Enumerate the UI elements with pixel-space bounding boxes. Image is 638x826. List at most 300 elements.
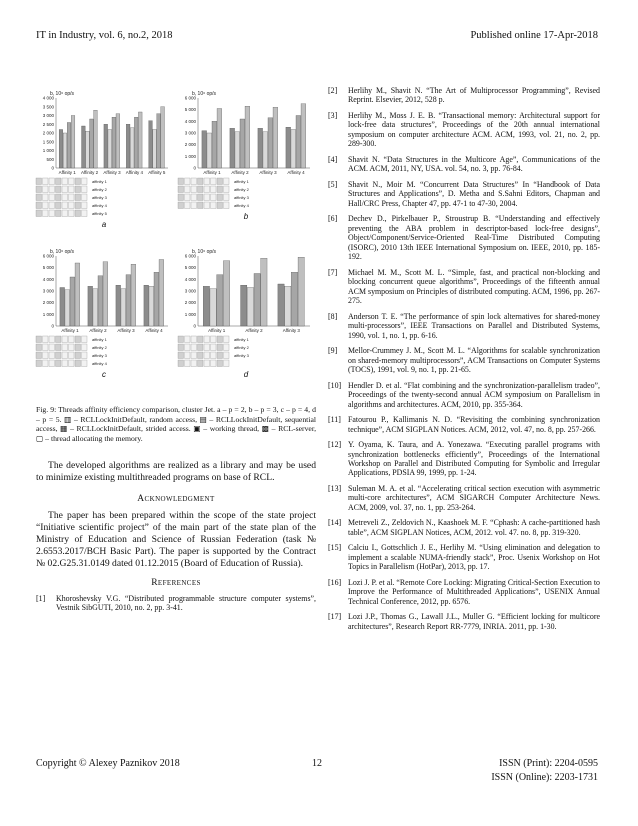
y-tick-label: 6 000 [42,253,54,259]
thread-cell [36,186,42,193]
thread-cell [75,352,81,359]
bar [207,133,212,168]
thread-cell [178,186,184,193]
thread-cell [217,344,223,351]
thread-cell [204,186,210,193]
affinity-row-label: affinity 1 [234,337,249,342]
thread-cell [224,186,230,193]
thread-cell [82,344,88,351]
bar [254,274,260,327]
thread-cell [178,352,184,359]
bar [116,285,121,326]
bar [86,131,90,168]
x-tick-label: Affinity 3 [259,170,277,175]
affinity-row-label: affinity 5 [92,211,107,216]
bar [67,123,71,169]
bar [112,117,116,168]
thread-cell [75,178,81,185]
bar [82,126,86,168]
x-tick-label: Affinity 3 [282,328,300,333]
thread-cell [191,336,197,343]
thread-cell [224,336,230,343]
thread-cell [82,186,88,193]
thread-cell [82,194,88,201]
section-heading-references: References [151,577,201,588]
thread-cell [69,178,75,185]
thread-cell [56,202,62,209]
reference-number: [9] [328,346,338,356]
thread-cell [62,194,68,201]
bar [90,119,94,168]
reference-item [36,594,316,613]
thread-cell [43,202,49,209]
affinity-row-label: affinity 1 [234,179,249,184]
thread-cell [204,336,210,343]
thread-cell [82,210,88,217]
bar [149,121,153,168]
thread-cell [36,360,42,367]
y-tick-label: 2 000 [184,142,196,148]
y-tick-label: 4 000 [184,276,196,282]
x-tick-label: Affinity 2 [245,328,263,333]
thread-cell [69,360,75,367]
left-column-body [36,460,316,619]
bar [104,124,108,168]
thread-cell [56,194,62,201]
y-tick-label: 0 [51,165,54,171]
y-tick-label: 3 000 [42,113,54,118]
reference-item [328,155,600,174]
reference-item [328,381,600,409]
thread-cell [69,186,75,193]
thread-cell [204,352,210,359]
reference-text: Metreveli Z., Zeldovich N., Kaashoek M. F. “Cphash: A cache-partitioned hash table”, ACM SIGPLAN Notices, ACM, 2012. vol. 47. no. 8, pp. 319-320. [348,518,600,537]
reference-text: Hendler D. et al. “Flat combining and the synchronization-parallelism tradeo”, Proceedings of the twenty-second annual ACM symposium on Parallelism in algorithms and architectures. ACM, 2010, pp. 355-364. [348,380,600,409]
bar [157,114,161,168]
thread-cell [49,178,55,185]
bar [223,261,229,326]
y-tick-label: 1 000 [42,148,54,153]
thread-cell [198,178,204,185]
reference-text: Fatourou P., Kallimanis N. D. “Revisiting the combining synchronization technique”, ACM SIGPLAN Notices. ACM, 2012, vol. 47, no. 8, pp. 257-266. [348,415,600,434]
reference-number: [17] [328,612,342,622]
thread-cell [204,194,210,201]
bar [301,104,306,168]
bar [93,289,98,326]
subfigure-label: d [243,370,249,379]
bar [296,116,301,169]
thread-cell [198,344,204,351]
y-tick-label: 1 000 [184,311,196,317]
affinity-row-label: affinity 1 [92,337,107,342]
thread-cell [43,178,49,185]
bar [108,130,112,169]
bar [241,285,247,326]
bar [235,132,240,168]
thread-cell [49,202,55,209]
y-tick-label: 2 500 [42,121,54,127]
reference-item [328,578,600,606]
y-tick-label: 6 000 [184,253,196,259]
bar [261,258,267,326]
y-tick-label: 2 000 [42,300,54,306]
thread-cell [62,344,68,351]
y-tick-label: 3 000 [184,130,196,136]
bar [94,110,98,168]
thread-cell [185,178,191,185]
thread-cell [49,194,55,201]
reference-item [328,111,600,149]
y-tick-label: 1 000 [184,153,196,159]
subfigure-label: c [102,370,106,379]
thread-cell [211,344,217,351]
thread-cell [75,336,81,343]
reference-text: Mellor-Crummey J. M., Scott M. L. “Algorithms for scalable synchronization on shared-memory multiprocessors”, ACM Transactions on Computer Systems (TOCS), 1991, vol. 9, no. 1, pp. 21-65. [348,346,600,375]
affinity-row-label: affinity 2 [92,345,107,350]
reference-item [328,415,600,434]
bar [134,117,138,168]
x-tick-label: Affinity 1 [208,328,226,333]
x-tick-label: Affinity 3 [117,328,135,333]
reference-text: Khoroshevsky V.G. “Distributed programmable structure computer systems”, Vestnik SibGUTI, 2010, no. 2, pp. 3-41. [56,593,316,613]
thread-cell [224,360,230,367]
thread-cell [62,210,68,217]
thread-cell [43,194,49,201]
right-column-references [328,86,600,637]
bar [153,130,157,169]
bar [278,284,284,326]
thread-cell [185,344,191,351]
thread-cell [75,210,81,217]
thread-cell [43,336,49,343]
bar [159,260,164,327]
thread-cell [56,344,62,351]
thread-cell [75,360,81,367]
thread-cell [56,178,62,185]
thread-cell [178,178,184,185]
y-tick-label: 2 000 [184,300,196,306]
x-tick-label: Affinity 1 [61,328,79,333]
thread-cell [224,178,230,185]
y-tick-label: 1 000 [42,311,54,317]
paragraph-acknowledgment: The paper has been prepared within the scope of the state project “Initiative scientific project” of the main part of the state plan of the Ministry of Education and Science of Russian Federation (task № 2.6553.2017/BCH Basic Part). The paper is supported by the Contract № 02.G25.31.0149 dated 01.12.2015 (Board of Education of Russia). [36,509,316,569]
reference-text: Shavit N. “Data Structures in the Multicore Age”, Communications of the ACM. ACM, 2011, NY, USA. vol. 54, no. 3, pp. 76-84. [348,154,600,174]
thread-cell [185,360,191,367]
thread-cell [62,178,68,185]
thread-cell [217,202,223,209]
reference-item [328,180,600,208]
thread-cell [178,360,184,367]
bar [268,118,273,168]
bar [298,257,304,326]
reference-text: Herlihy M., Moss J. E. B. “Transactional memory: Architectural support for lock-free data structures”, Proceedings of the 20th annual international symposium on computer architecture ACM. ACM, 1993, vol. 21, no. 2, pp. 289-300. [348,110,600,149]
thread-cell [62,186,68,193]
bar [217,109,222,169]
x-tick-label: Affinity 4 [287,170,305,175]
y-tick-label: 5 000 [184,265,196,271]
thread-cell [178,336,184,343]
reference-item [328,268,600,306]
reference-item [328,312,600,340]
chart-panel-c [36,249,168,379]
reference-number: [2] [328,86,338,95]
bar [210,289,216,326]
thread-cell [224,352,230,359]
bar [203,286,209,326]
thread-cell [49,210,55,217]
thread-cell [185,336,191,343]
reference-item [328,440,600,478]
thread-cell [191,360,197,367]
y-axis-label: b, 10⁶ op/s [50,249,75,255]
bar [103,262,108,326]
y-tick-label: 3 000 [42,288,54,294]
thread-cell [49,352,55,359]
reference-text: Shavit N., Moir M. “Concurrent Data Structures” In “Handbook of Data Structures and Applications”, D. Metha and S.Sahni Editors, Chapman and Hall/CRC Press, Chapter 47, pp. 47-1 to 47-30, 2004. [348,179,600,208]
bar [161,107,165,168]
bar [71,116,75,169]
thread-cell [69,344,75,351]
thread-cell [56,360,62,367]
thread-cell [75,344,81,351]
running-header-right: Published online 17-Apr-2018 [470,30,598,41]
thread-cell [198,360,204,367]
y-tick-label: 4 000 [42,95,54,101]
bar [258,128,263,168]
thread-cell [82,352,88,359]
thread-cell [82,178,88,185]
thread-cell [185,186,191,193]
thread-cell [217,336,223,343]
bar [154,272,159,326]
reference-text: Lozi J. P. et al. “Remote Core Locking: Migrating Critical-Section Execution to Improve the Performance of Multithreaded Applications”, USENIX Annual Technical Conference, 2012, pp. 6576. [348,577,600,606]
thread-cell [204,344,210,351]
reference-item [328,346,600,374]
affinity-row-label: affinity 1 [92,179,107,184]
thread-cell [82,202,88,209]
y-tick-label: 0 [193,323,196,329]
thread-cell [36,336,42,343]
affinity-row-label: affinity 3 [92,353,107,358]
x-tick-label: Affinity 4 [145,328,163,333]
thread-cell [69,210,75,217]
y-tick-label: 3 500 [42,104,54,110]
thread-cell [49,336,55,343]
reference-text: Dechev D., Pirkelbauer P., Stroustrup B. “Understanding and effectively preventing the ABA problem in descriptor-based lock-free designs”, Object/Component/Service-Oriented Real-Time Distributed Computing (ISORC), 2010 13th IEEE International Symposium on. IEEE, 2010, pp. 185-192. [348,214,600,262]
footer-copyright: Copyright © Alexey Paznikov 2018 [36,758,180,769]
thread-cell [36,178,42,185]
y-axis-label: b, 10⁶ op/s [192,249,217,255]
reference-item [328,484,600,512]
y-tick-label: 1 500 [42,139,54,145]
reference-number: [11] [328,415,341,425]
thread-cell [62,336,68,343]
thread-cell [198,352,204,359]
chart-panel-a [36,91,168,229]
thread-cell [191,194,197,201]
thread-cell [36,210,42,217]
bar [130,128,134,168]
bar [291,130,296,169]
y-tick-label: 3 000 [184,288,196,294]
chart-panel-d [178,249,310,379]
bar [149,286,154,326]
bar [202,131,207,168]
bar [245,106,250,168]
thread-cell [191,352,197,359]
x-tick-label: Affinity 1 [58,170,76,175]
running-header-left: IT in Industry, vol. 6, no.2, 2018 [36,30,173,41]
thread-cell [191,186,197,193]
bar [240,119,245,168]
reference-item [328,214,600,261]
affinity-row-label: affinity 4 [92,203,107,208]
thread-cell [198,336,204,343]
reference-item [328,86,600,105]
y-tick-label: 4 000 [184,118,196,124]
thread-cell [43,210,49,217]
thread-cell [217,178,223,185]
thread-cell [75,202,81,209]
bar [75,263,80,326]
figure-caption: Fig. 9: Threads affinity efficiency comparison, cluster Jet. a – p = 2, b – p = 3, c – p = 4, d – p = 5. ▥ – RCLLockInitDefault, random access, ▤ – RCLLockInitDefault, sequential access, ▦ – RCLLockInitDefault, strided access. ▣ – working thread, ▩ – RCL-server, ▢ – thread allocating the memory. [36,405,316,443]
thread-cell [69,194,75,201]
thread-cell [36,194,42,201]
bar [116,114,120,168]
thread-cell [211,178,217,185]
reference-text: Y. Oyama, K. Taura, and A. Yonezawa. “Executing parallel programs with synchronization bottlenecks efficiently”, Proceedings of the International Workshop on Parallel and Distributed Computing for Symbolic and Irregular Applications, PDSIA 99, 1999, pp. 1-24. [348,440,600,478]
reference-text: Anderson T. E. “The performance of spin lock alternatives for shared-money multi-processors”, IEEE Transactions on Parallel and Distributed Systems, 1990, vol. 1, no. 1, pp. 6-16. [348,311,600,340]
reference-number: [13] [328,483,342,493]
thread-cell [198,194,204,201]
thread-cell [56,352,62,359]
x-tick-label: Affinity 4 [125,170,143,175]
y-tick-label: 6 000 [184,95,196,101]
bar [126,124,130,168]
thread-cell [217,352,223,359]
thread-cell [43,352,49,359]
thread-cell [82,360,88,367]
affinity-row-label: affinity 3 [92,195,107,200]
x-tick-label: Affinity 5 [148,170,166,175]
thread-cell [198,186,204,193]
bar [212,121,217,168]
reference-item [328,518,600,537]
bar [273,107,278,168]
reference-number: [15] [328,543,342,553]
bar [230,128,235,168]
reference-number: [5] [328,179,338,189]
thread-cell [69,352,75,359]
reference-number: [14] [328,518,342,528]
x-tick-label: Affinity 2 [89,328,107,333]
thread-cell [56,186,62,193]
thread-cell [178,202,184,209]
x-tick-label: Affinity 1 [203,170,221,175]
footer-issn-online: ISSN (Online): 2203-1731 [491,772,598,783]
thread-cell [211,336,217,343]
affinity-row-label: affinity 3 [234,353,249,358]
thread-cell [185,352,191,359]
reference-number: [7] [328,267,338,277]
affinity-row-label: affinity 4 [234,203,249,208]
affinity-row-label: affinity 2 [234,345,249,350]
bar [217,275,223,326]
thread-cell [62,202,68,209]
bar [247,288,253,327]
x-tick-label: Affinity 3 [103,170,121,175]
thread-cell [178,194,184,201]
thread-cell [62,360,68,367]
x-tick-label: Affinity 2 [81,170,99,175]
thread-cell [191,202,197,209]
reference-text: Calciu I., Gottschlich J. E., Herlihy M. “Using elimination and delegation to implement a scalable NUMA-friendly stack”, Proc. Usenix Workshop on Hot Topics in Parallelism (HotPar), 2013, pp. 17. [348,543,600,572]
thread-cell [191,178,197,185]
y-tick-label: 0 [51,323,54,329]
thread-cell [36,352,42,359]
thread-cell [204,202,210,209]
bar [59,130,63,169]
affinity-row-label: affinity 2 [234,187,249,192]
thread-cell [56,210,62,217]
bar [70,277,75,326]
bar [291,272,297,326]
paragraph-conclusion: The developed algorithms are realized as a library and may be used to minimize existing multithreaded programs on base of RCL. [36,460,316,483]
thread-cell [75,194,81,201]
thread-cell [43,360,49,367]
thread-cell [49,186,55,193]
thread-cell [75,186,81,193]
thread-cell [178,344,184,351]
thread-cell [185,202,191,209]
y-axis-label: b, 10⁶ op/s [192,91,217,97]
thread-cell [211,360,217,367]
bar [263,132,268,168]
thread-cell [82,336,88,343]
bar [126,275,131,326]
y-tick-label: 4 000 [42,276,54,282]
footer-issn-print: ISSN (Print): 2204-0595 [499,758,598,769]
thread-cell [36,202,42,209]
thread-cell [62,352,68,359]
thread-cell [185,194,191,201]
y-axis-label: b, 10⁶ op/s [50,91,75,97]
thread-cell [69,336,75,343]
thread-cell [191,344,197,351]
thread-cell [224,202,230,209]
x-tick-label: Affinity 2 [231,170,249,175]
bar [144,285,149,326]
bar [88,286,93,326]
y-tick-label: 5 000 [184,107,196,113]
reference-number: [10] [328,380,342,390]
thread-cell [198,202,204,209]
reference-number: [1] [36,593,46,603]
section-heading-acknowledgment: Acknowledgment [137,493,215,504]
thread-cell [224,194,230,201]
reference-number: [4] [328,154,338,164]
reference-text: Suleman M. A. et al. “Accelerating critical section execution with asymmetric multi-core architectures”, ACM SIGARCH Computer Architecture News. ACM, 2009, vol. 37, no. 1, pp. 253-264. [348,483,600,512]
reference-number: [16] [328,577,342,587]
bar [285,286,291,326]
thread-cell [211,194,217,201]
bar [65,290,70,326]
bar [60,288,65,327]
thread-cell [217,360,223,367]
reference-number: [8] [328,311,338,321]
bar [286,127,291,168]
reference-number: [12] [328,440,342,450]
